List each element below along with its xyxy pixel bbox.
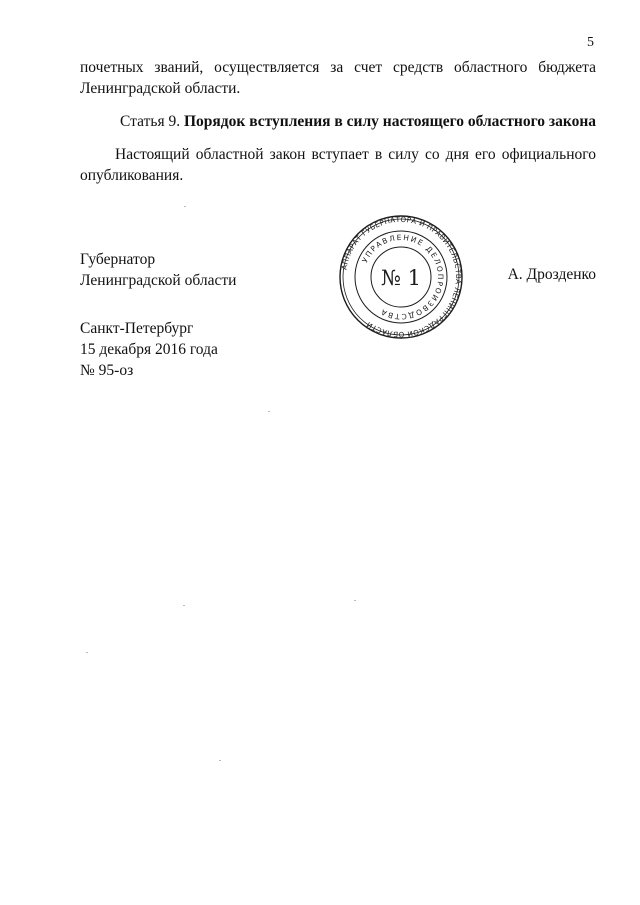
paragraph-continuation: почетных званий, осуществляется за счет средств областного бюджета Ленинградской области. [80, 59, 596, 97]
law-number: № 95-оз [80, 362, 134, 379]
scan-artifact [268, 411, 270, 412]
article-number: Статья 9. [120, 113, 181, 130]
official-seal [338, 214, 464, 340]
signatory-name: А. Дрозденко [507, 266, 596, 283]
scan-artifact [354, 600, 356, 601]
paragraph-effective: Настоящий областной закон вступает в силу со дня его официального опубликования. [80, 146, 596, 184]
scan-artifact [86, 652, 88, 653]
signatory-position [80, 249, 236, 291]
city: Санкт-Петербург [80, 320, 194, 337]
seal-number: № 1 [381, 266, 421, 290]
position-line-1: Губернатор [80, 251, 156, 268]
article-heading [80, 111, 596, 132]
place-and-date [80, 318, 218, 381]
date: 15 декабря 2016 года [80, 341, 218, 358]
page-number: 5 [587, 35, 594, 50]
seal-outer-text: АППАРАТ ГУБЕРНАТОРА И ПРАВИТЕЛЬСТВА ЛЕНИНГРАДСКОЙ ОБЛАСТИ [339, 214, 464, 340]
seal-inner-text: УПРАВЛЕНИЕ ДЕЛОПРОИЗВОДСТВА [360, 232, 446, 322]
position-line-2: Ленинградской области [80, 272, 237, 289]
scan-artifact [183, 605, 185, 606]
article-title: Порядок вступления в силу настоящего областного закона [183, 113, 596, 130]
scan-artifact [219, 760, 221, 761]
scan-artifact [184, 206, 186, 207]
